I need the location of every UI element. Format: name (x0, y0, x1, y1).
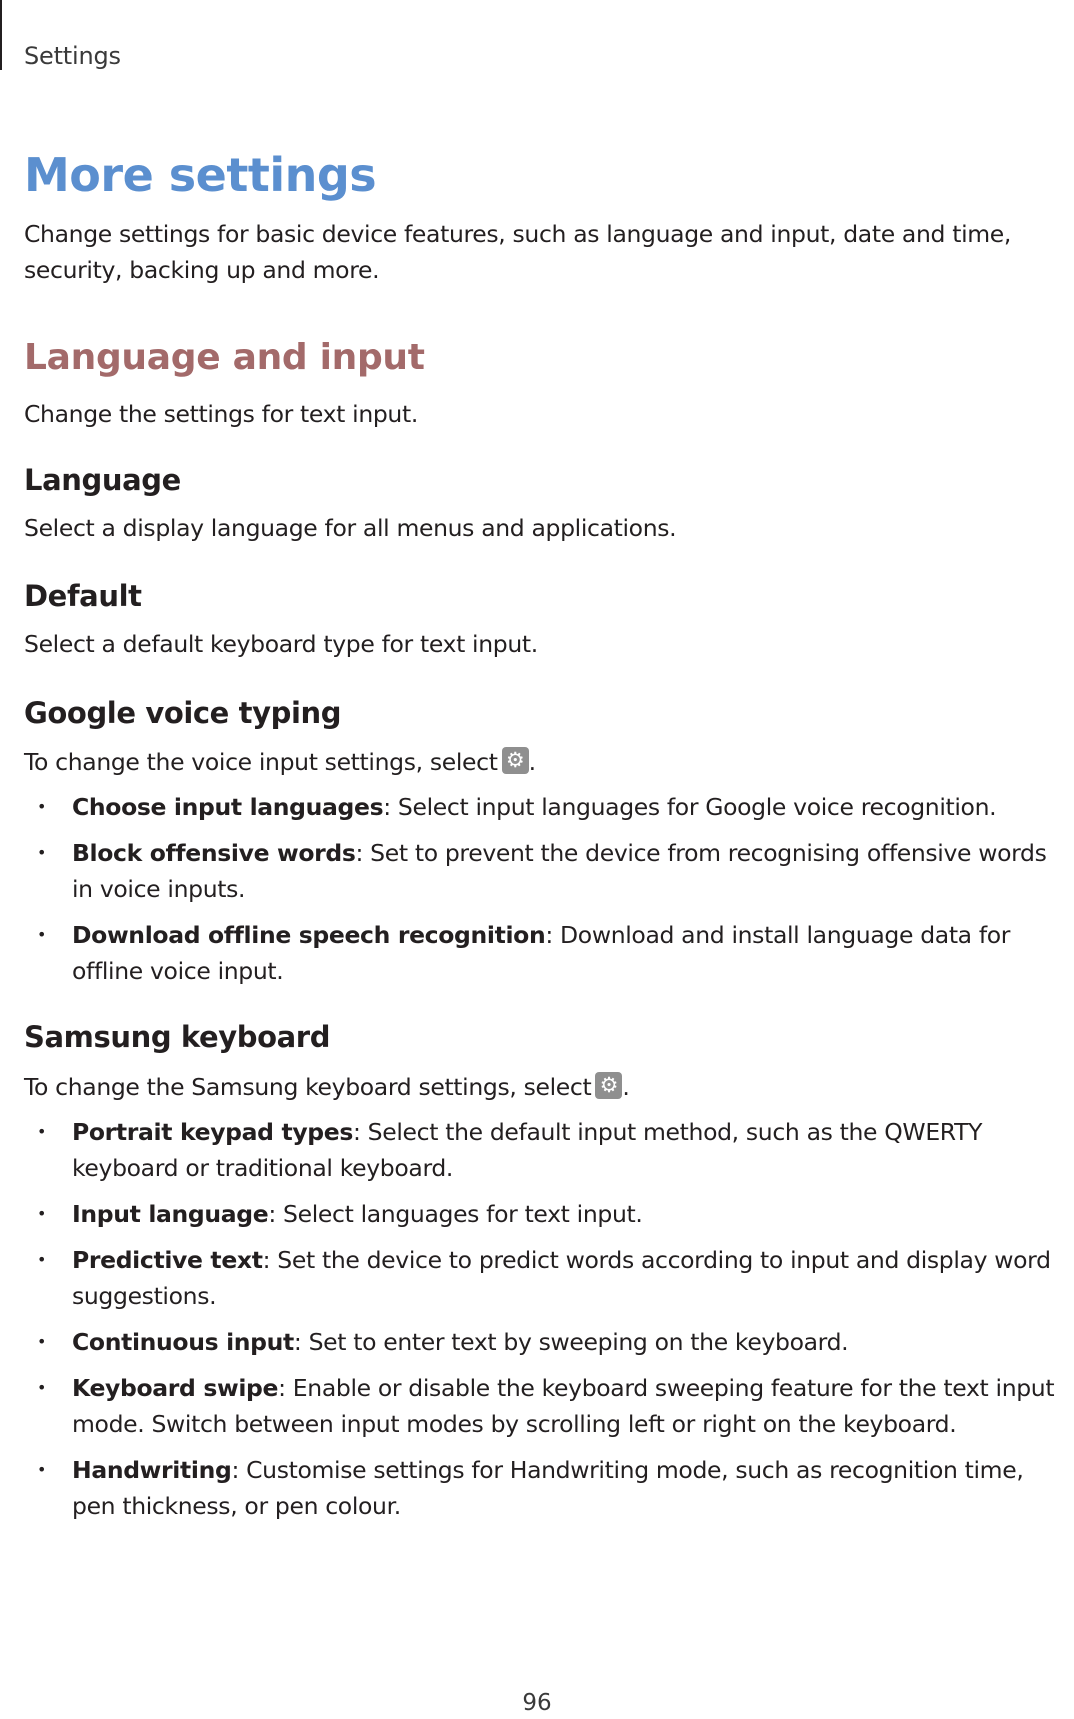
list-item (24, 1196, 1072, 1232)
bullet-marker: • (37, 1460, 47, 1479)
bullet-marker: • (37, 1378, 47, 1397)
bullet-marker: • (37, 925, 47, 944)
running-header: Settings (24, 42, 121, 70)
option-term: Predictive text (72, 1246, 263, 1274)
samsung-keyboard-options (24, 1114, 1072, 1524)
bullet-marker: • (37, 797, 47, 816)
samsung-keyboard-lead: To change the Samsung keyboard settings, select⚙ . (24, 1069, 1072, 1105)
option-term: Block offensive words (72, 839, 356, 867)
option-term: Continuous input (72, 1328, 294, 1356)
list-item (24, 835, 1072, 907)
bullet-marker: • (37, 1122, 47, 1141)
list-item (24, 1242, 1072, 1314)
page-title: More settings (24, 148, 377, 202)
option-description: : Customise settings for Handwriting mode, such as recognition time, pen thickness, or pen colour. (72, 1456, 1024, 1520)
bullet-marker: • (37, 1250, 47, 1269)
list-item (24, 1324, 1072, 1360)
bullet-marker: • (37, 1332, 47, 1351)
list-item (24, 789, 1072, 825)
samsung-keyboard-heading: Samsung keyboard (24, 1020, 331, 1054)
page-content (24, 148, 1072, 1534)
list-item (24, 917, 1072, 989)
list-item (24, 1370, 1072, 1442)
section-title: Language and input (24, 337, 425, 378)
option-description: : Select input languages for Google voice recognition. (383, 793, 997, 821)
google-voice-lead: To change the voice input settings, select⚙ . (24, 744, 1072, 780)
bullet-marker: • (37, 843, 47, 862)
option-description: : Select the default input method, such as the QWERTY keyboard or traditional keyboard. (72, 1118, 983, 1182)
option-description: : Download and install language data for offline voice input. (72, 921, 1011, 985)
option-description: : Enable or disable the keyboard sweeping feature for the text input mode. Switch between input modes by scrolling left or right on the keyboard. (72, 1374, 1055, 1438)
option-description: : Select languages for text input. (268, 1200, 643, 1228)
gear-icon (595, 1072, 622, 1099)
google-voice-options (24, 789, 1072, 989)
option-description: : Set the device to predict words according to input and display word suggestions. (72, 1246, 1051, 1310)
option-term: Choose input languages (72, 793, 384, 821)
option-description: : Set to enter text by sweeping on the keyboard. (293, 1328, 849, 1356)
option-description: : Set to prevent the device from recognising offensive words in voice inputs. (72, 839, 1047, 903)
default-text: Select a default keyboard type for text input. (24, 630, 538, 658)
page-number: 96 (522, 1690, 552, 1716)
google-voice-heading: Google voice typing (24, 696, 342, 730)
option-term: Download offline speech recognition (72, 921, 546, 949)
default-heading: Default (24, 579, 142, 613)
option-term: Input language (72, 1200, 269, 1228)
option-term: Keyboard swipe (72, 1374, 279, 1402)
edge-line (0, 0, 2, 70)
option-term: Portrait keypad types (72, 1118, 353, 1146)
section-intro: Change the settings for text input. (24, 400, 418, 428)
option-term: Handwriting (72, 1456, 232, 1484)
language-heading: Language (24, 463, 181, 497)
google-voice-lead-text: To change the voice input settings, select (24, 748, 498, 776)
gear-icon (502, 747, 529, 774)
list-item (24, 1114, 1072, 1186)
page-intro: Change settings for basic device features, such as language and input, date and time, security, backing up and more. (24, 220, 1012, 284)
language-text: Select a display language for all menus and applications. (24, 514, 677, 542)
list-item (24, 1452, 1072, 1524)
samsung-keyboard-lead-text: To change the Samsung keyboard settings, select (24, 1073, 592, 1101)
bullet-marker: • (37, 1204, 47, 1223)
